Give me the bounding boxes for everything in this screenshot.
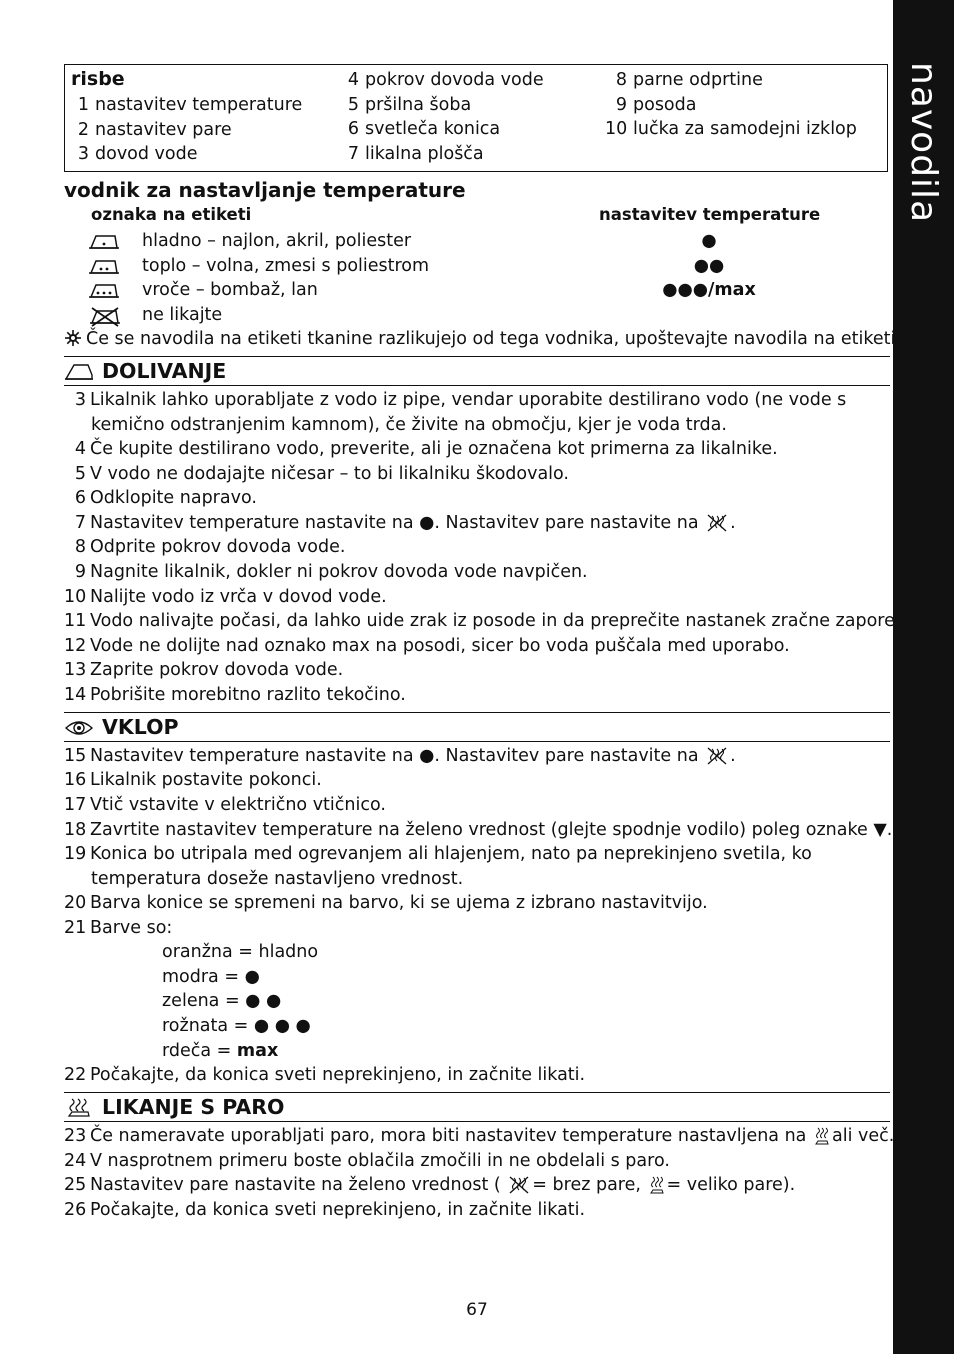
list-item: 18 Zavrtite nastavitev temperature na želeno vrednost (glejte spodnje vodilo) poleg oznake ▼. <box>64 820 893 840</box>
list-item: 19 Konica bo utripala med ogrevanjem ali hlajenjem, nato pa neprekinjeno svetila, ko <box>64 844 812 864</box>
guide-row: ne likajte <box>64 303 764 328</box>
list-item: 15 Nastavitev temperature nastavite na ●. Nastavitev pare nastavite na . <box>64 746 736 766</box>
water-fill-icon <box>64 361 94 383</box>
sidebar-title: navodila <box>903 62 944 224</box>
page-number: 67 <box>466 1300 488 1320</box>
list-item: 14 Pobrišite morebitno razlito tekočino. <box>64 685 406 705</box>
section-title-dolivanje: DOLIVANJE <box>64 357 226 385</box>
part-item: 7 likalna plošča <box>347 143 484 164</box>
part-item: 10 lučka za samodejni izklop <box>605 119 857 139</box>
section-title-likanje: LIKANJE S PARO <box>64 1093 285 1121</box>
guide-row: toplo – volna, zmesi s poliestrom ●● <box>64 254 764 279</box>
part-item: 8 parne odprtine <box>615 70 763 90</box>
part-item: 5 pršilna šoba <box>347 94 472 115</box>
no-iron-icon <box>88 307 122 327</box>
list-item: 3 Likalnik lahko uporabljate z vodo iz pipe, vendar uporabite destilirano vodo (ne vode s <box>74 390 847 410</box>
parts-box <box>64 64 888 172</box>
guide-col-setting: nastavitev temperature <box>599 205 821 224</box>
section-rule <box>64 385 890 386</box>
list-item: 11 Vodo nalivajte počasi, da lahko uide zrak iz posode in da preprečite nastanek zračne zapore. <box>64 611 901 631</box>
list-item: 8 Odprite pokrov dovoda vode. <box>74 537 346 557</box>
guide-row: vroče – bombaž, lan ●●●/max <box>64 278 764 303</box>
list-item: 6 Odklopite napravo. <box>74 488 257 508</box>
list-item: 23 Če nameravate uporabljati paro, mora biti nastavitev temperature nastavljena na ali več. <box>64 1126 895 1146</box>
list-item: 24 V nasprotnem primeru boste oblačila zmočili in ne obdelali s paro. <box>64 1151 670 1171</box>
steam-icon <box>64 1096 94 1120</box>
steam-icon <box>814 1126 830 1146</box>
list-item-cont: temperatura doseže nastavljeno vrednost. <box>91 869 464 889</box>
part-item: 1 nastavitev temperature <box>77 95 303 115</box>
list-item: 12 Vode ne dolijte nad oznako max na posodi, sicer bo voda puščala med uporabo. <box>64 636 790 656</box>
guide-row: hladno – najlon, akril, poliester ● <box>64 229 764 254</box>
part-item: 4 pokrov dovoda vode <box>347 70 544 90</box>
list-item: 16 Likalnik postavite pokonci. <box>64 770 322 790</box>
color-item: oranžna = hladno <box>162 942 319 962</box>
section-rule <box>64 1121 890 1122</box>
iron-two-dots-icon <box>88 258 120 276</box>
list-item: 25 Nastavitev pare nastavite na želeno vrednost ( = brez pare, = veliko pare). <box>64 1175 796 1195</box>
parts-col-1 <box>75 93 302 167</box>
part-item: 3 dovod vode <box>77 144 198 164</box>
eye-icon <box>64 717 94 739</box>
list-item: 7 Nastavitev temperature nastavite na ●. Nastavitev pare nastavite na . <box>74 513 736 533</box>
list-item: 4 Če kupite destilirano vodo, preverite, ali je označena kot primerna za likalnike. <box>74 439 778 459</box>
list-item: 5 V vodo ne dodajajte ničesar – to bi likalniku škodovalo. <box>74 464 569 484</box>
part-item: 6 svetleča konica <box>347 119 501 139</box>
guide-note: Če se navodila na etiketi tkanine razlikujejo od tega vodnika, upoštevajte navodila na etiketi. <box>64 327 901 352</box>
no-steam-icon <box>706 513 728 533</box>
section-rule <box>64 712 890 713</box>
part-item: 9 posoda <box>615 94 697 115</box>
color-item: modra = ● <box>162 967 260 987</box>
part-item: 2 nastavitev pare <box>77 119 232 140</box>
no-steam-icon <box>706 746 728 766</box>
warning-star-icon <box>64 329 82 347</box>
color-item: rdeča = max <box>162 1041 279 1061</box>
list-item: 13 Zaprite pokrov dovoda vode. <box>64 660 344 680</box>
list-item: 17 Vtič vstavite v električno vtičnico. <box>64 795 386 815</box>
parts-title: risbe <box>71 68 125 90</box>
list-item: 21 Barve so: <box>64 918 173 938</box>
list-item-cont: kemično odstranjenim kamnom), če živite na območju, kjer je voda trda. <box>91 415 727 435</box>
iron-three-dots-icon <box>88 282 120 300</box>
list-item: 20 Barva konice se spremeni na barvo, ki se ujema z izbrano nastavitvijo. <box>64 893 708 913</box>
section-title-vklop: VKLOP <box>64 713 179 741</box>
section-rule <box>64 741 890 742</box>
color-item: zelena = ● ● <box>162 991 282 1011</box>
parts-col-2 <box>345 68 544 166</box>
list-item: 10 Nalijte vodo iz vrča v dovod vode. <box>64 587 387 607</box>
list-item: 22 Počakajte, da konica sveti neprekinjeno, in začnite likati. <box>64 1065 586 1085</box>
list-item: 9 Nagnite likalnik, dokler ni pokrov dovoda vode navpičen. <box>74 562 588 582</box>
no-steam-icon <box>508 1175 530 1195</box>
steam-icon <box>649 1175 665 1195</box>
color-item: rožnata = ● ● ● <box>162 1016 311 1036</box>
list-item: 26 Počakajte, da konica sveti neprekinjeno, in začnite likati. <box>64 1200 586 1220</box>
guide-col-label: oznaka na etiketi <box>91 205 252 224</box>
iron-one-dot-icon <box>88 233 120 251</box>
parts-col-3 <box>605 68 857 142</box>
guide-heading: vodnik za nastavljanje temperature <box>64 178 466 202</box>
